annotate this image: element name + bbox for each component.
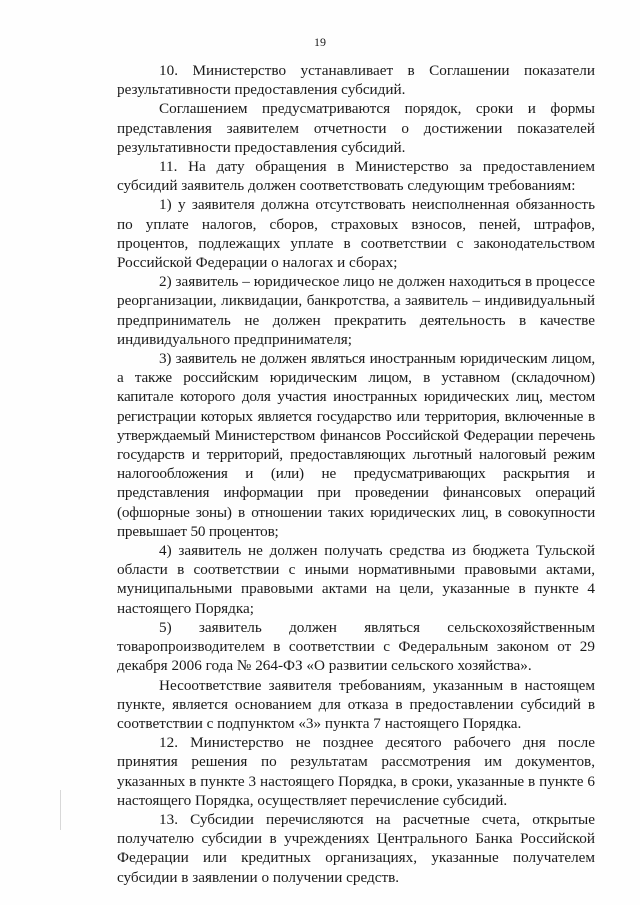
paragraph-13: 13. Субсидии перечисляются на расчетные счета, открытые получателю субсидии в учреждениях Центрального Банка Российской Федерации или кредитных организациях, указанные получателем субсидии в заявлении о получении средств. (117, 810, 595, 886)
scan-artifact-line (60, 790, 61, 830)
requirement-2: 2) заявитель – юридическое лицо не должен находиться в процессе реорганизации, ликвидации, банкротства, а заявитель – индивидуальный предприниматель не должен прекратить деятельность в качестве индивидуального предпринимателя; (117, 273, 595, 348)
requirement-3: 3) заявитель не должен являться иностранным юридическим лицом, а также российским юридическим лицом, в уставном (складочном) капитале которого доля участия иностранных юридических лиц, местом регистрации которых является государство или территория, включенные в утверждаемый Министерством финансов Российской Федерации перечень государств и территорий, предоставляющих льготный налоговый режим налогообложения и (или) не предусматривающих раскрытия и представления информации при проведении финансовых операций (офшорные зоны) в отношении таких юридических лиц, в совокупности превышает 50 процентов; (117, 350, 595, 540)
paragraph-10: 10. Министерство устанавливает в Соглашении показатели результативности предоставления субсидий. (117, 62, 595, 99)
page-number: 19 (314, 35, 326, 49)
requirement-1: 1) у заявителя должна отсутствовать неисполненная обязанность по уплате налогов, сборов, страховых взносов, пеней, штрафов, процентов, подлежащих уплате в соответствии с законодательством Российской Федерации о налогах и сборах; (117, 196, 595, 272)
requirement-4: 4) заявитель не должен получать средства из бюджета Тульской области в соответствии с иными нормативными правовыми актами, муниципальными правовыми актами на цели, указанные в пункте 4 настоящего Порядка; (117, 542, 595, 617)
paragraph-11: 11. На дату обращения в Министерство за предоставлением субсидий заявитель должен соответствовать следующим требованиям: (117, 158, 595, 195)
paragraph-12: 12. Министерство не позднее десятого рабочего дня после принятия решения по результатам рассмотрения им документов, указанных в пункте 3 настоящего Порядка, в сроки, указанные в пункте 6 настоящего Порядка, осуществляет перечисление субсидий. (117, 734, 595, 809)
requirement-5: 5) заявитель должен являться сельскохозяйственным товаропроизводителем в соответствии с Федеральным законом от 29 декабря 2006 года № 264-ФЗ «О развитии сельского хозяйства». (117, 618, 595, 675)
paragraph-noncompliance: Несоответствие заявителя требованиям, указанным в настоящем пункте, является основанием для отказа в предоставлении субсидий в соответствии с подпунктом «3» пункта 7 настоящего Порядка. (117, 676, 595, 732)
paragraph-agreement-reporting: Соглашением предусматриваются порядок, сроки и формы представления заявителем отчетности о достижении показателей результативности предоставления субсидий. (117, 100, 595, 156)
document-body (117, 61, 595, 887)
